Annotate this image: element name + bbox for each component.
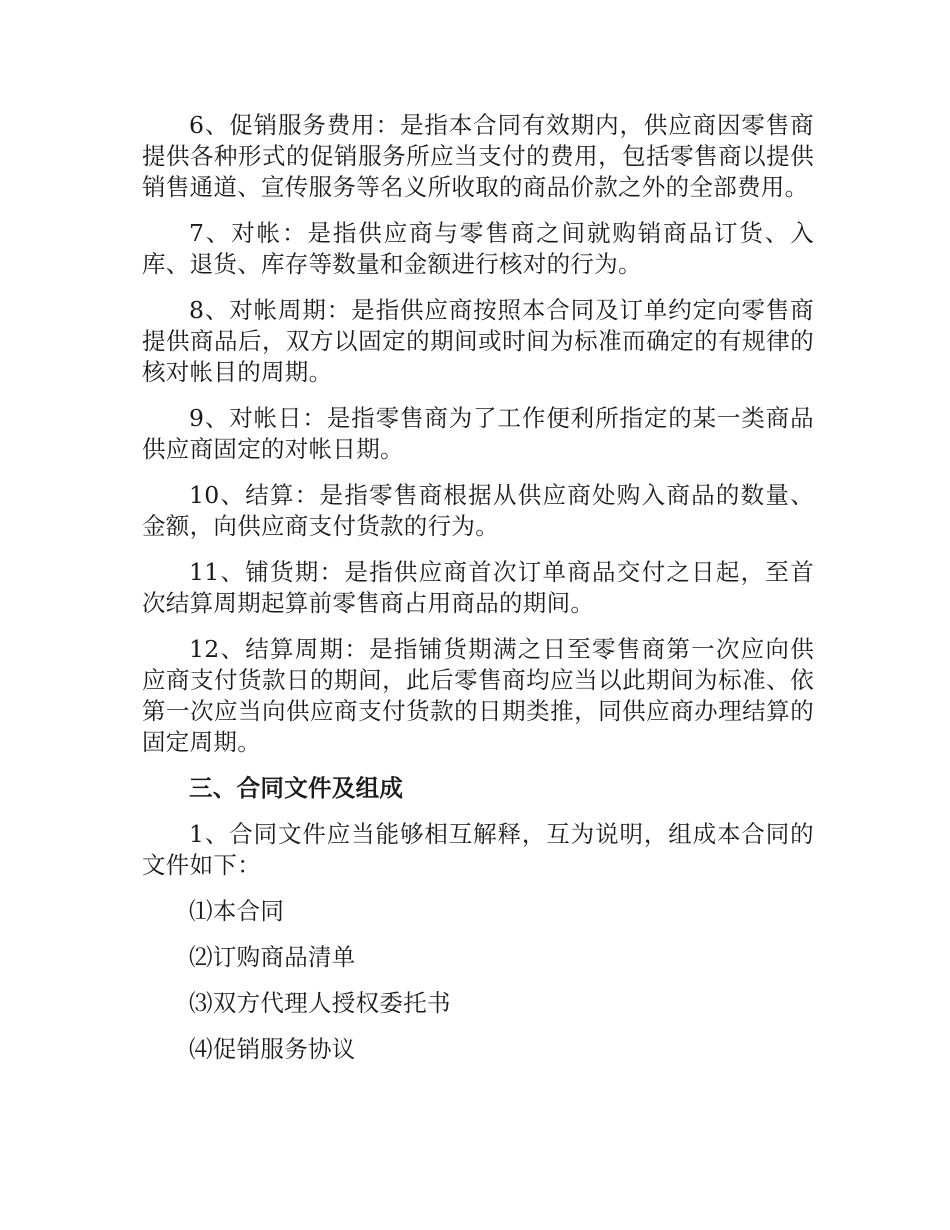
- list-item: ⑴本合同: [189, 897, 285, 925]
- list-item: ⑷促销服务协议: [189, 1035, 356, 1063]
- section-heading: 三、合同文件及组成: [189, 774, 404, 802]
- paragraph-reconciliation: 7、对帐：是指供应商与零售商之间就购销商品订货、入库、退货、库存等数量和金额进行核对的行为。: [142, 219, 814, 278]
- list-item: ⑵订购商品清单: [189, 943, 356, 971]
- paragraph-stocking-period: 11、铺货期：是指供应商首次订单商品交付之日起，至首次结算周期起算前零售商占用商品的期间。: [142, 558, 814, 617]
- paragraph-settlement-cycle: 12、结算周期：是指铺货期满之日至零售商第一次应向供应商支付货款日的期间，此后零售商均应当以此期间为标准、依第一次应当向供应商支付货款的日期类推，同供应商办理结算的固定周期。: [142, 635, 814, 756]
- paragraph-reconciliation-day: 9、对帐日：是指零售商为了工作便利所指定的某一类商品供应商固定的对帐日期。: [142, 404, 814, 463]
- list-item: ⑶双方代理人授权委托书: [189, 989, 451, 1017]
- paragraph-settlement: 10、结算：是指零售商根据从供应商处购入商品的数量、金额，向供应商支付货款的行为。: [142, 481, 814, 540]
- section-intro: 1、合同文件应当能够相互解释，互为说明，组成本合同的文件如下：: [142, 820, 814, 879]
- paragraph-reconciliation-cycle: 8、对帐周期：是指供应商按照本合同及订单约定向零售商提供商品后，双方以固定的期间或时间为标准而确定的有规律的核对帐目的周期。: [142, 296, 814, 386]
- document-page: [142, 110, 814, 1080]
- paragraph-promotion-fee: 6、促销服务费用：是指本合同有效期内，供应商因零售商提供各种形式的促销服务所应当支付的费用，包括零售商以提供销售通道、宣传服务等名义所收取的商品价款之外的全部费用。: [142, 111, 814, 201]
